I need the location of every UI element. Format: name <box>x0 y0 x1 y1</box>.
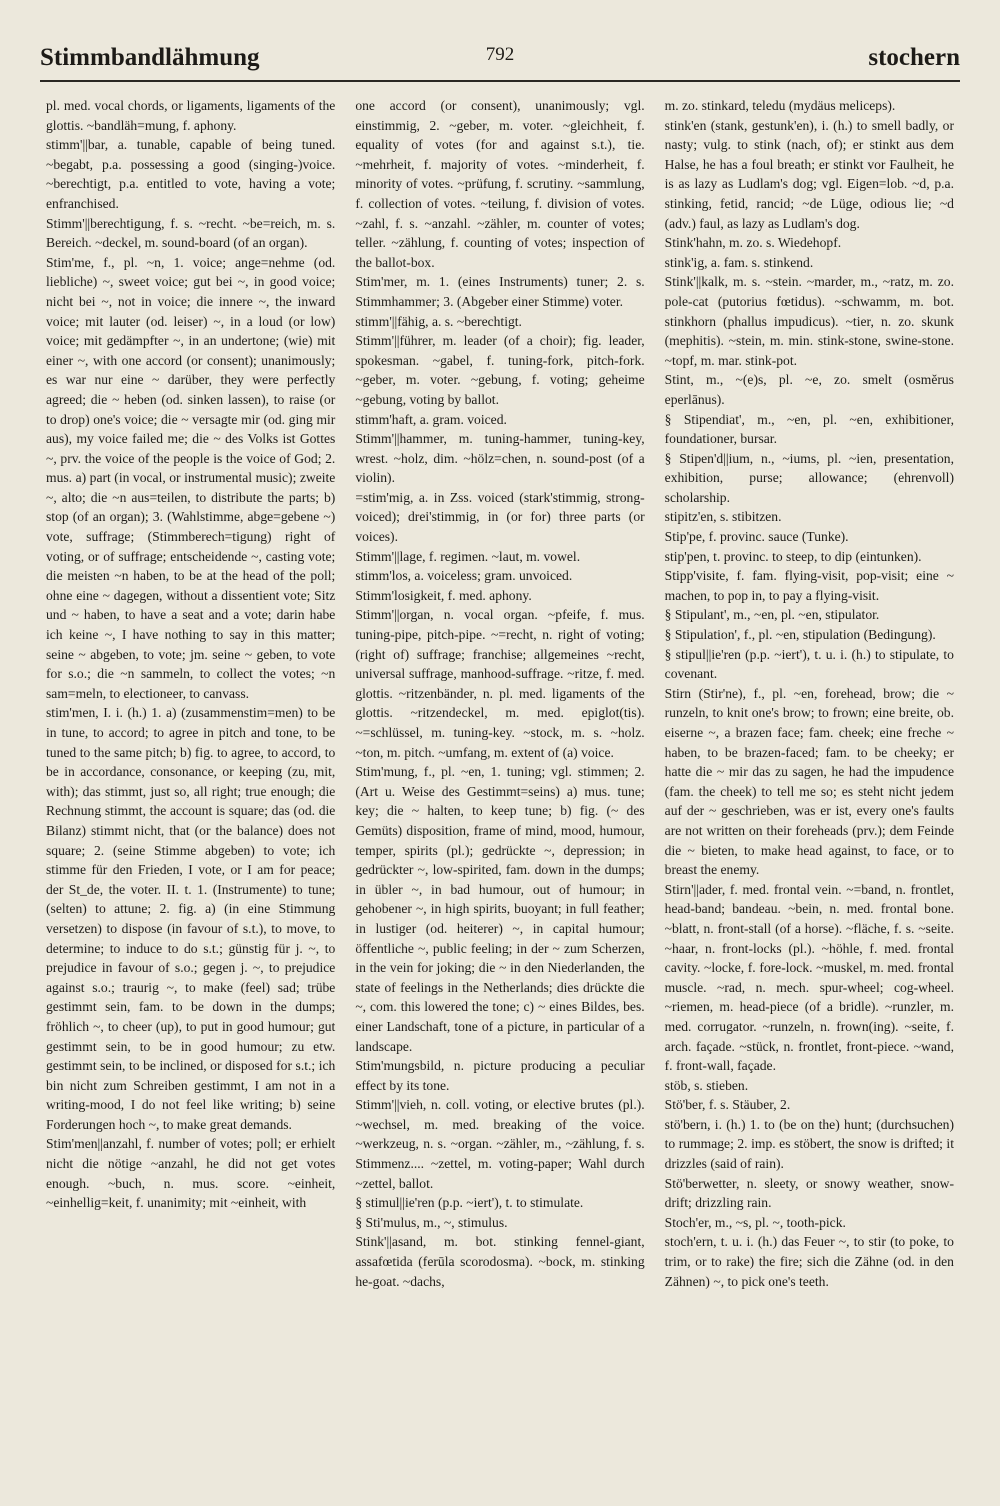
dictionary-entry: stipitz'en, s. stibitzen. <box>664 509 782 525</box>
dictionary-entry: stink'ig, a. fam. s. stinkend. <box>664 254 814 270</box>
dictionary-entry: m. zo. stinkard, teledu (mydäus meliceps). <box>664 98 896 113</box>
dictionary-entry: Stimm'||organ, n. vocal organ. ~pfeife, f. mus. tuning-pipe, pitch-pipe. ~=recht, n. right of voting; (right of) suffrage; franchise; allgemeines ~recht, universal suffrage, manhood-suffrage. ~ritze, f. med. glottis. ~ritzenbänder, n. pl. med. ligaments of the glottis. ~ritzendeckel, m. med. epiglot(tis). ~=schlüssel, m. tuning-key. ~stock, m. s. ~holz. ~ton, m. pitch. ~umfang, m. extent of (a) voice. <box>355 607 645 760</box>
dictionary-entry: Stim'men||anzahl, f. number of votes; poll; er erhielt nicht die nötige ~anzahl, he did not get votes enough. ~buch, n. mus. score. ~einheit, ~einhellig=keit, f. unanimity; mit ~einheit, with <box>46 1136 336 1211</box>
dictionary-entry: stimm'haft, a. gram. voiced. <box>355 411 507 427</box>
dictionary-entry: Stimm'losigkeit, f. med. aphony. <box>355 587 532 603</box>
dictionary-entry: stö'bern, i. (h.) 1. to (be on the) hunt; (durchsuchen) to rummage; 2. imp. es stöbert, the snow is drifted; it drizzles (said of rain). <box>664 1116 954 1172</box>
dictionary-entry: Stimm'||lage, f. regimen. ~laut, m. vowel. <box>355 548 581 564</box>
text-columns <box>40 96 960 1476</box>
dictionary-entry: § Stipendiat', m., ~en, pl. ~en, exhibitioner, foundationer, bursar. <box>664 411 954 447</box>
column-left <box>40 96 341 1476</box>
dictionary-entry: § Sti'mulus, m., ~, stimulus. <box>355 1214 508 1230</box>
dictionary-entry: § Stipulant', m., ~en, pl. ~en, stipulator. <box>664 607 880 623</box>
dictionary-entry: § stimul||ie'ren (p.p. ~iert'), t. to stimulate. <box>355 1195 584 1211</box>
dictionary-entry: Stimm'||berechtigung, f. s. ~recht. ~be=reich, m. s. Bereich. ~deckel, m. sound-board (of an organ). <box>46 215 336 251</box>
column-middle <box>349 96 650 1476</box>
dictionary-entry: stip'pen, t. provinc. to steep, to dip (eintunken). <box>664 548 922 564</box>
dictionary-entry: pl. med. vocal chords, or ligaments, ligaments of the glottis. ~bandläh=mung, f. aphony. <box>46 98 336 133</box>
dictionary-entry: stöb, s. stieben. <box>664 1077 749 1093</box>
dictionary-entry: § Stipulation', f., pl. ~en, stipulation (Bedingung). <box>664 627 936 643</box>
dictionary-entry: =stim'mig, a. in Zss. voiced (stark'stimmig, strong-voiced); drei'stimmig, in (or for) three parts (or voices). <box>355 489 645 545</box>
dictionary-entry: Stoch'er, m., ~s, pl. ~, tooth-pick. <box>664 1214 846 1230</box>
dictionary-entry: Stirn'||ader, f. med. frontal vein. ~=band, n. frontlet, head-band; bandeau. ~bein, n. med. frontal bone. ~blatt, n. front-stall (of a horse). ~fläche, f. s. ~seite. ~haar, n. front-locks (pl.). ~höhle, f. med. frontal cavity. ~locke, f. fore-lock. ~muskel, m. med. frontal muscle. ~rad, n. mech. spur-wheel; cog-wheel. ~riemen, m. head-piece (of a bridle). ~runzler, m. med. corrugator. ~runzeln, n. frown(ing). ~seite, f. arch. façade. ~stück, n. frontlet, front-piece. ~wand, f. front-wall, façade. <box>664 881 954 1074</box>
dictionary-entry: § stipul||ie'ren (p.p. ~iert'), t. u. i. (h.) to stipulate, to covenant. <box>664 646 954 682</box>
dictionary-entry: stim'men, I. i. (h.) 1. a) (zusammenstim=men) to be in tune, to accord; to agree in pitch and tone, to be tuned to the same pitch; b) fig. to agree, to accord, to be in accordance, consonance, or keeping (zu, mit, with); das stimmt, just so, all right; true enough; die Rechnung stimmt, the account is square; das (od. die Bilanz) stimmt nicht, that (or the balance) does not square; 2. (seine Stimme abgeben) to vote; ich stimme für den Frieden, I vote, or I am for peace; der St_de, the voter. II. t. 1. (Instrumente) to tune; (selten) to attune; 2. fig. a) (in eine Stimmung versetzen) to dispose (in favour of s.t.), to move, to determine; to induce to do s.t.; günstig für j. ~, to prejudice in favour of s.o.; gegen j. ~, to prejudice against s.o.; traurig ~, to make (feel) sad; trübe gestimmt sein, fam. to be down in the dumps; fröhlich ~, to cheer (up), to put in good humour; gut gestimmt sein, to be in good humour; zu etw. gestimmt sein, to be inclined, or disposed for s.t.; ich bin nicht zum Schreiben gestimmt, I am not in a writing-mood, I do not feel like writing; b) seine Forderungen hoch ~, to make great demands. <box>46 705 336 1132</box>
dictionary-entry: Stim'mung, f., pl. ~en, 1. tuning; vgl. stimmen; 2. (Art u. Weise des Gestimmt=seins) a) mus. tune; key; die ~ halten, to keep tune; b) fig. (~ des Gemüts) disposition, frame of mind, mood, humour, temper, spirits (pl.); gedrückte ~, depression; in gedrückter ~, low-spirited, fam. down in the dumps; in übler ~, in bad humour, out of humour; in gehobener ~, in high spirits, buoyant; in full feather; in lustiger (od. heiterer) ~, in capital humour; öffentliche ~, public feeling; in der ~ zum Scherzen, in the vein for joking; die ~ in den Niederlanden, the state of feelings in the Netherlands; dies drückte die ~, com. this lowered the tone; c) ~ eines Bildes, bes. einer Landschaft, tone of a picture, in particular of a landscape. <box>355 764 645 1054</box>
dictionary-entry: one accord (or consent), unanimously; vgl. einstimmig, 2. ~geber, m. voter. ~gleichheit, f. equality of votes (for and against s.t.), tie. ~mehrheit, f. majority of votes. ~minderheit, f. minority of votes. ~prüfung, f. scrutiny. ~sammlung, f. collection of votes. ~teilung, f. division of votes. ~zahl, f. s. ~anzahl. ~zähler, m. counter of votes; teller. ~zählung, f. counting of votes; inspection of the ballot-box. <box>355 98 645 270</box>
dictionary-entry: stimm'||bar, a. tunable, capable of being tuned. ~begabt, p.a. possessing a good (singing-)voice. ~berechtigt, p.a. entitled to vote, having a vote; enfranchised. <box>46 137 336 211</box>
page-number: 792 <box>485 44 515 65</box>
running-head-left: Stimmbandlähmung <box>40 44 260 71</box>
dictionary-entry: Stö'ber, f. s. Stäuber, 2. <box>664 1097 791 1113</box>
dictionary-entry: Stink'||asand, m. bot. stinking fennel-giant, assafœtida (ferūla scorodosma). ~bock, m. stinking he-goat. ~dachs, <box>355 1234 645 1289</box>
dictionary-entry: Stim'mer, m. 1. (eines Instruments) tuner; 2. s. Stimmhammer; 3. (Abgeber einer Stimme) voter. <box>355 274 645 309</box>
dictionary-entry: stink'en (stank, gestunk'en), i. (h.) to smell badly, or nasty; vulg. to stink (nach, of); er stinkt aus dem Halse, he has a foul breath; er stinkt vor Faulheit, he is as lazy as Ludlam's dog; vgl. Eigen=lob. ~d, p.a. stinking, fetid, rancid; ~de Lüge, odious lie; ~d (adv.) faul, as lazy as Ludlam's dog. <box>664 117 954 231</box>
dictionary-entry: Stint, m., ~(e)s, pl. ~e, zo. smelt (osmĕrus eperlānus). <box>664 372 954 407</box>
dictionary-entry: § Stipen'd||ium, n., ~iums, pl. ~ien, presentation, exhibition, purse; allowance; (ehrenvoll) scholarship. <box>664 450 954 505</box>
dictionary-entry: Stö'berwetter, n. sleety, or snowy weather, snow-drift; drizzling rain. <box>664 1175 954 1211</box>
dictionary-entry: stimm'los, a. voiceless; gram. unvoiced. <box>355 568 573 584</box>
running-head-right: stochern <box>868 44 960 71</box>
dictionary-entry: Stip'pe, f. provinc. sauce (Tunke). <box>664 529 849 545</box>
column-right <box>659 96 960 1476</box>
dictionary-entry: Stim'me, f., pl. ~n, 1. voice; ange=nehme (od. liebliche) ~, sweet voice; gut bei ~, in good voice; nicht bei ~, not in voice; die innere ~, the inward voice; mit lauter (od. leiser) ~, in a loud (or low) voice; mit gedämpfter ~, in an undertone; (wie) mit einer ~, with one accord (or consent); unanimously; es war nur eine ~ darüber, they were perfectly agreed; die ~ heben (od. sinken lassen), to raise (or to drop) one's voice; die ~ versagte mir (od. ging mir aus), my voice failed me; die ~ des Volks ist Gottes ~, prv. the voice of the people is the voice of God; 2. mus. a) part (in vocal, or instrumental music); zweite ~, alto; die ~n aus=teilen, to distribute the parts; b) stop (of an organ); 3. (Wahlstimme, abge=gebene ~) vote, suffrage; (Stimmberech=tigung) right of voting, or of suffrage; entscheidende ~, casting vote; die meisten ~n haben, to be at the head of the poll; ohne eine ~ dagegen, without a dissentient vote; Sitz und ~ haben, to have a seat and a vote; darin habe ich keine ~, I have nothing to say in this matter; seine ~ abgeben, to vote; jm. seine ~ geben, to vote for s.o.; die ~n sammeln, to collect the votes; ~n sam=meln, to electioneer, to canvass. <box>46 254 336 701</box>
dictionary-entry: Stimm'||hammer, m. tuning-hammer, tuning-key, wrest. ~holz, dim. ~hölz=chen, n. sound-post (of a violin). <box>355 431 645 486</box>
dictionary-entry: stimm'||fähig, a. s. ~berechtigt. <box>355 313 522 329</box>
dictionary-entry: Stim'mungsbild, n. picture producing a peculiar effect by its tone. <box>355 1058 645 1093</box>
dictionary-entry: Stirn (Stir'ne), f., pl. ~en, forehead, brow; die ~ runzeln, to knit one's brow; to frown; eine breite, ob. eiserne ~, a brazen face; fam. cheek; eine freche ~ haben, to be brazen-faced; fam. to be cheeky; er hatte die ~ mir das zu sagen, he had the impudence (fam. the cheek) to tell me so; es steht nicht jedem auf der ~ geschrieben, was er ist, every one's faults are not written on their foreheads (prv.); dem Feinde die ~ bieten, to make head against, to face, or to breast the enemy. <box>664 685 954 878</box>
dictionary-entry: Stimm'||führer, m. leader (of a choir); fig. leader, spokesman. ~gabel, f. tuning-fork, pitch-fork. ~geber, m. voter. ~gebung, f. voting; geheime ~gebung, voting by ballot. <box>355 333 645 407</box>
page-header <box>40 40 960 82</box>
dictionary-entry: Stink'hahn, m. zo. s. Wiedehopf. <box>664 235 842 251</box>
dictionary-entry: Stink'||kalk, m. s. ~stein. ~marder, m., ~ratz, m. zo. pole-cat (putorius fœtidus). ~schwamm, m. bot. stinkhorn (phallus impudicus). ~tier, n. zo. skunk (mephitis). ~stein, m. min. stink-stone, swine-stone. ~topf, m. mar. stink-pot. <box>664 274 954 368</box>
dictionary-entry: Stipp'visite, f. fam. flying-visit, pop-visit; eine ~ machen, to pop in, to pay a flying-visit. <box>664 568 954 603</box>
dictionary-entry: stoch'ern, t. u. i. (h.) das Feuer ~, to stir (to poke, to trim, or to rake) the fire; sich die Zähne (od. in den Zähnen) ~, to pick one's teeth. <box>664 1234 954 1289</box>
dictionary-entry: Stimm'||vieh, n. coll. voting, or elective brutes (pl.). ~wechsel, m. med. breaking of the voice. ~werkzeug, n. s. ~organ. ~zähler, m., ~zählung, f. s. Stimmenz.... ~zettel, m. voting-paper; Wahl durch ~zettel, ballot. <box>355 1097 645 1191</box>
